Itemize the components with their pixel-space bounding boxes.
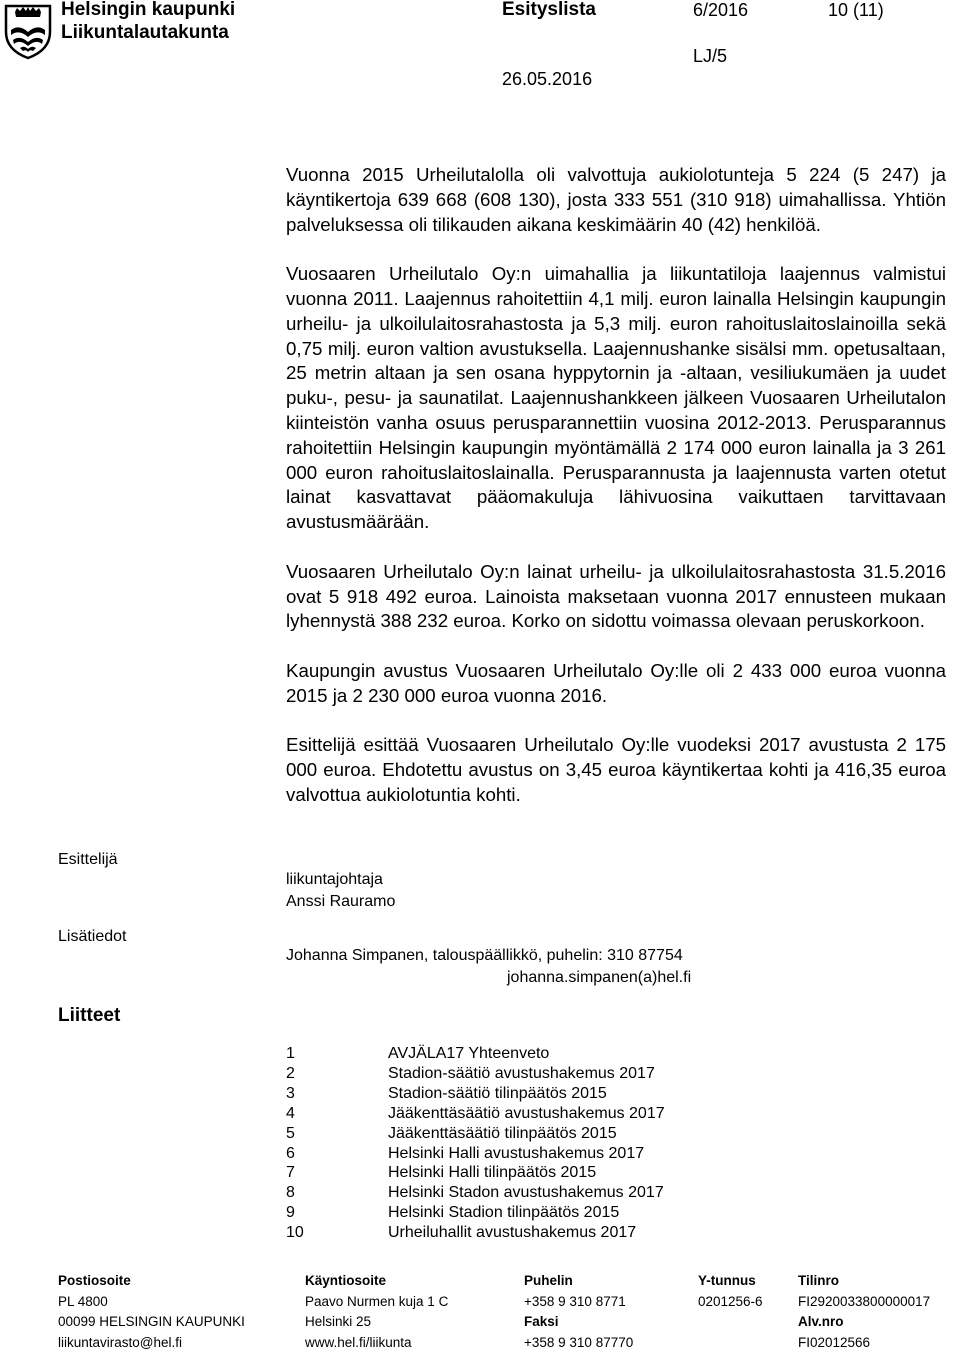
committee-name: Liikuntalautakunta [61,22,229,44]
footer-visit-street: Paavo Nurmen kuja 1 C [305,1292,448,1313]
footer-postal-city: 00099 HELSINGIN KAUPUNKI [58,1312,245,1333]
attachment-item [286,1104,786,1124]
attachment-number: 8 [286,1183,388,1203]
footer-postal [58,1271,245,1353]
footer-tilinro-label: Tilinro [798,1271,930,1292]
footer-ytunnus [698,1271,763,1312]
attachments-list [286,1044,786,1243]
meeting-date: 26.05.2016 [502,69,592,90]
attachment-number: 2 [286,1064,388,1084]
section-code: LJ/5 [693,46,727,67]
presenter-block [286,869,395,913]
helsinki-coat-of-arms-icon [3,2,53,60]
attachment-title[interactable]: Helsinki Halli tilinpäätös 2015 [388,1163,596,1183]
footer-web-link[interactable]: www.hel.fi/liikunta [305,1333,448,1353]
attachment-title[interactable]: Helsinki Stadion tilinpäätös 2015 [388,1203,619,1223]
page-number: 10 (11) [828,0,884,21]
presenter-label: Esittelijä [58,851,118,869]
footer-visit-label: Käyntiosoite [305,1271,448,1292]
presenter-name: Anssi Rauramo [286,891,395,913]
footer-phone [524,1271,633,1353]
footer-alv-value: FI02012566 [798,1333,930,1353]
footer-ytunnus-value: 0201256-6 [698,1292,763,1313]
paragraph-visitors: Vuonna 2015 Urheilutalolla oli valvottuja aukiolotunteja 5 224 (5 247) ja käyntikertoja 639 668 (608 130), josta 333 551 (310 918) uimahallissa. Yhtiön palveluksessa oli tilikauden aikana keskimäärin 40 (42) henkilöä. [286,163,946,237]
document-type: Esityslista [502,0,596,21]
footer-account [798,1271,930,1353]
attachment-number: 1 [286,1044,388,1064]
body-text [286,163,946,833]
attachment-number: 5 [286,1124,388,1144]
attachment-number: 4 [286,1104,388,1124]
attachment-item [286,1163,786,1183]
footer-alv-label: Alv.nro [798,1312,930,1333]
contact-label: Lisätiedot [58,928,127,946]
attachment-title[interactable]: Stadion-säätiö avustushakemus 2017 [388,1064,655,1084]
attachment-item [286,1064,786,1084]
attachment-number: 9 [286,1203,388,1223]
attachment-title[interactable]: AVJÄLA17 Yhteenveto [388,1044,549,1064]
presenter-title: liikuntajohtaja [286,869,395,891]
footer-fax-label: Faksi [524,1312,633,1333]
paragraph-city-grant: Kaupungin avustus Vuosaaren Urheilutalo Oy:lle oli 2 433 000 euroa vuonna 2015 ja 2 230 000 euroa vuonna 2016. [286,659,946,709]
footer-postal-box: PL 4800 [58,1292,245,1313]
attachment-title[interactable]: Jääkenttäsäätiö tilinpäätös 2015 [388,1124,617,1144]
attachment-number: 3 [286,1084,388,1104]
attachment-number: 10 [286,1223,388,1243]
attachment-item [286,1044,786,1064]
paragraph-loans: Vuosaaren Urheilutalo Oy:n lainat urheilu- ja ulkoilulaitosrahastosta 31.5.2016 ovat 5 918 492 euroa. Lainoista maksetaan vuonna 2017 ennusteen mukaan lyhennystä 388 232 euroa. Korko on sidottu voimassa olevaan peruskorkoon. [286,560,946,634]
attachment-title[interactable]: Helsinki Halli avustushakemus 2017 [388,1144,644,1164]
attachment-title[interactable]: Helsinki Stadon avustushakemus 2017 [388,1183,664,1203]
footer-visit [305,1271,448,1353]
paragraph-expansion: Vuosaaren Urheilutalo Oy:n uimahallia ja liikuntatiloja laajennus valmistui vuonna 2011. Laajennus rahoitettiin 4,1 milj. euron lainalla Helsingin kaupungin urheilu- ja ulkoilulaitosrahastosta ja 5,3 milj. euron rahoituslaitoslainoilla sekä 0,75 milj. euron valtion avustuksella. Laajennushanke sisälsi mm. opetusaltaan, 25 metrin altaan ja sen osana hyppytornin ja -altaan, vesiliukumäen ja uudet puku-, pesu- ja saunatilat. Laajennushankkeen jälkeen Vuosaaren Urheilutalon kiinteistön vanha osuus perusparannettiin vuosina 2012-2013. Perusparannus rahoitettiin Helsingin kaupungin myöntämällä 2 174 000 euron lainalla ja 3 261 000 euron rahoituslaitoslainalla. Perusparannusta ja laajennusta varten otetut lainat kasvattavat pääomakuluja lähivuosina vaikuttaen tarvittavaan avustusmäärään. [286,262,946,535]
document-number: 6/2016 [693,0,748,21]
footer-phone-number: +358 9 310 8771 [524,1292,633,1313]
attachment-item [286,1183,786,1203]
footer-fax-number: +358 9 310 87770 [524,1333,633,1353]
attachment-item [286,1203,786,1223]
attachments-label: Liitteet [58,1005,120,1027]
footer-tilinro-value: FI2920033800000017 [798,1292,930,1313]
attachment-item [286,1144,786,1164]
attachment-title[interactable]: Jääkenttäsäätiö avustushakemus 2017 [388,1104,665,1124]
attachment-number: 7 [286,1163,388,1183]
paragraph-proposal: Esittelijä esittää Vuosaaren Urheilutalo Oy:lle vuodeksi 2017 avustusta 2 175 000 euroa. Ehdotettu avustus on 3,45 euroa käyntikertaa kohti ja 416,35 euroa valvottua aukiolotuntia kohti. [286,733,946,807]
footer-ytunnus-label: Y-tunnus [698,1271,763,1292]
attachment-number: 6 [286,1144,388,1164]
footer-postal-label: Postiosoite [58,1271,245,1292]
organization-name: Helsingin kaupunki [61,0,235,21]
attachment-item [286,1223,786,1243]
attachment-title[interactable]: Stadion-säätiö tilinpäätös 2015 [388,1084,607,1104]
contact-email[interactable]: johanna.simpanen(a)hel.fi [507,967,691,989]
attachment-title[interactable]: Urheiluhallit avustushakemus 2017 [388,1223,636,1243]
contact-line: Johanna Simpanen, talouspäällikkö, puhelin: 310 87754 [286,945,683,967]
footer-phone-label: Puhelin [524,1271,633,1292]
attachment-item [286,1084,786,1104]
attachment-item [286,1124,786,1144]
footer-visit-city: Helsinki 25 [305,1312,448,1333]
footer-email-link[interactable]: liikuntavirasto@hel.fi [58,1333,245,1353]
